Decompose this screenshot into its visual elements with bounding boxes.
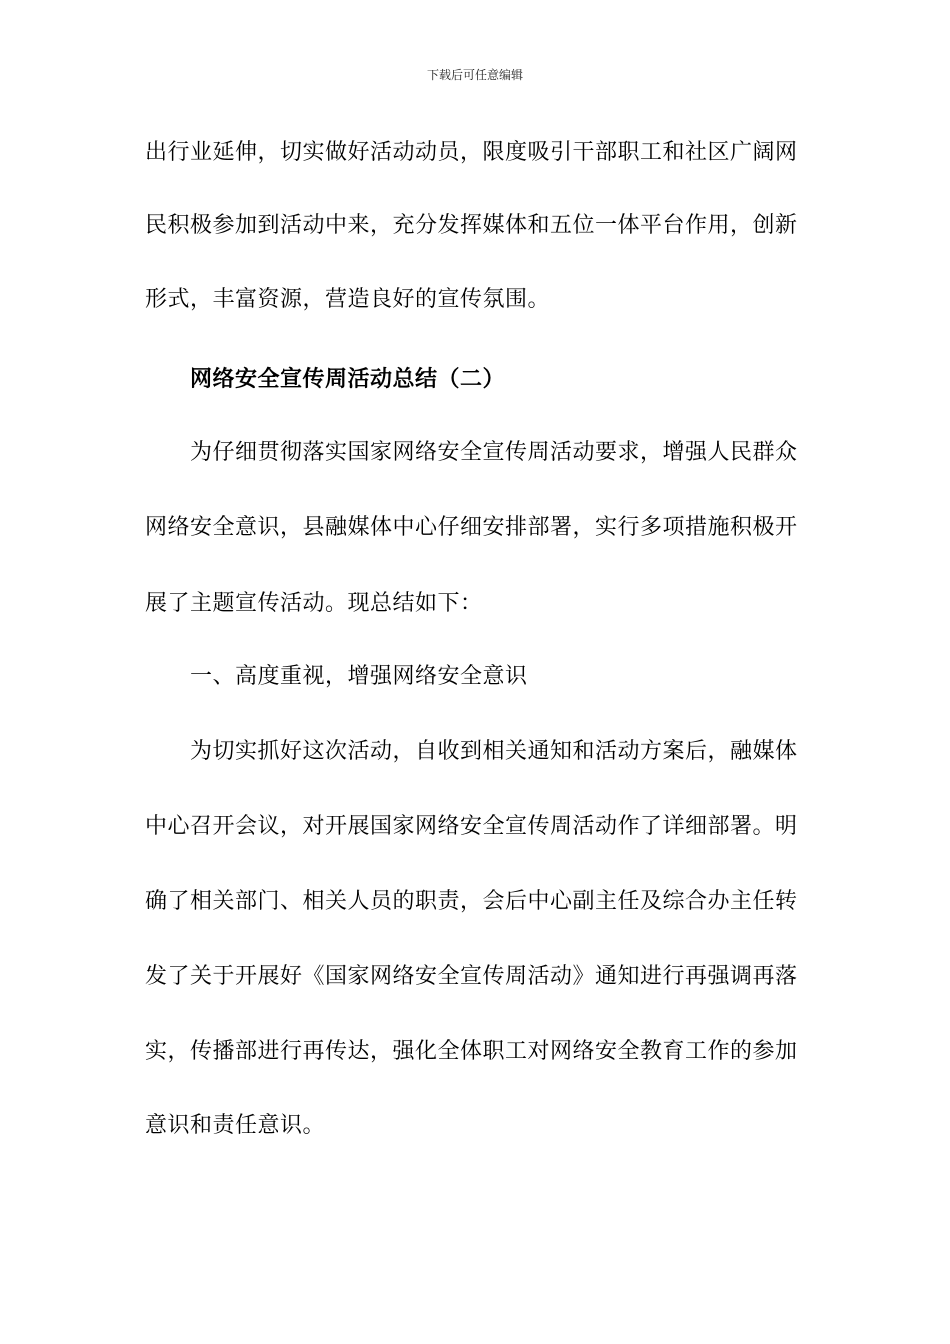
paragraph-line: 网络安全意识，县融媒体中心仔细安排部署，实行多项措施积极开 [145,515,798,540]
paragraph-line: 实，传播部进行再传达，强化全体职工对网络安全教育工作的参加 [145,1039,798,1064]
subsection-heading: 一、高度重视，增强网络安全意识 [190,664,528,689]
paragraph-line: 出行业延伸，切实做好活动动员，限度吸引干部职工和社区广阔网 [145,140,798,165]
page-header-note: 下载后可任意编辑 [426,68,523,82]
paragraph-line: 意识和责任意识。 [145,1113,326,1138]
paragraph-line: 为仔细贯彻落实国家网络安全宣传周活动要求，增强人民群众 [190,440,798,465]
paragraph-line: 发了关于开展好《国家网络安全宣传周活动》通知进行再强调再落 [145,964,798,989]
paragraph-line: 民积极参加到活动中来，充分发挥媒体和五位一体平台作用，创新 [145,213,798,238]
paragraph-line: 展了主题宣传活动。现总结如下： [145,591,483,616]
paragraph-line: 形式，丰富资源，营造良好的宣传氛围。 [145,287,551,312]
paragraph-line: 为切实抓好这次活动，自收到相关通知和活动方案后，融媒体 [190,739,798,764]
paragraph-line: 中心召开会议，对开展国家网络安全宣传周活动作了详细部署。明 [145,814,798,839]
paragraph-line: 确了相关部门、相关人员的职责，会后中心副主任及综合办主任转 [145,889,798,914]
section-title: 网络安全宣传周活动总结（二） [190,366,506,392]
